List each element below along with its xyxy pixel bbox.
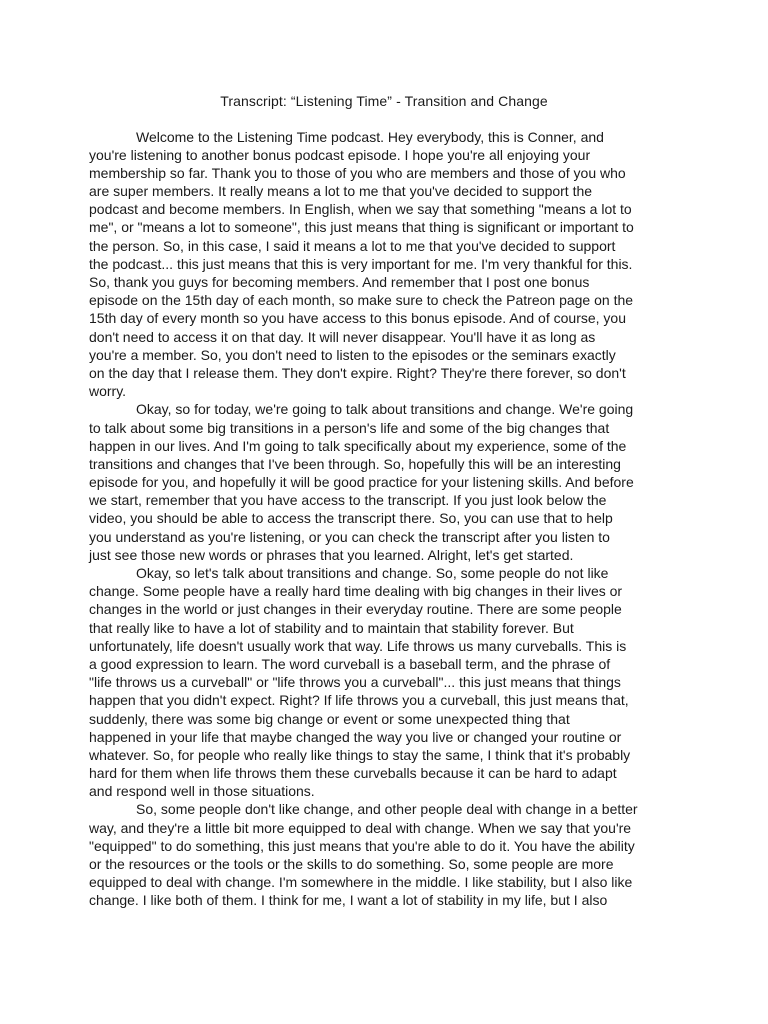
- text-line: you're listening to another bonus podcast episode. I hope you're all enjoying your: [89, 146, 591, 163]
- paragraph: [89, 128, 685, 401]
- text-line: "life throws us a curveball" or "life throws you a curveball"... this just means that things: [89, 674, 621, 691]
- text-line: change. I like both of them. I think for me, I want a lot of stability in my life, but I also: [89, 892, 608, 909]
- text-line: way, and they're a little bit more equipped to deal with change. When we say that you're: [89, 819, 632, 836]
- text-line: "equipped" to do something, this just means that you're able to do it. You have the ability: [89, 837, 635, 854]
- text-line: changes in the world or just changes in their everyday routine. There are some people: [89, 601, 622, 618]
- text-line: a good expression to learn. The word curveball is a baseball term, and the phrase of: [89, 655, 611, 672]
- text-line: transitions and changes that I've been through. So, hopefully this will be an interesting: [89, 455, 621, 472]
- text-line: So, thank you guys for becoming members. And remember that I post one bonus: [89, 274, 590, 290]
- document-body: [89, 128, 685, 910]
- text-line: 15th day of every month so you have access to this bonus episode. And of course, you: [89, 310, 626, 327]
- text-line: or the resources or the tools or the skills to do something. So, some people are more: [89, 856, 614, 872]
- text-line: you understand as you're listening, or you can check the transcript after you listen to: [89, 528, 610, 545]
- text-line: change. Some people have a really hard time dealing with big changes in their lives or: [89, 583, 623, 600]
- text-line: that really like to have a lot of stability and to maintain that stability forever. But: [89, 619, 574, 636]
- text-line: just see those new words or phrases that you learned. Alright, let's get started.: [89, 546, 574, 563]
- text-line: happen in our lives. And I'm going to talk specifically about my experience, some of the: [89, 437, 627, 454]
- text-line: we start, remember that you have access to the transcript. If you just look below the: [89, 492, 607, 509]
- paragraph: [89, 564, 685, 800]
- text-line: hard for them when life throws them these curveballs because it can be hard to adapt: [89, 765, 617, 782]
- text-line: worry.: [89, 383, 127, 400]
- text-line: podcast and become members. In English, when we say that something "means a lot to: [89, 201, 632, 218]
- text-line: happened in your life that maybe changed the way you live or changed your routine or: [89, 728, 622, 745]
- document-title: Transcript: “Listening Time” - Transition and Change: [220, 93, 548, 109]
- text-line: don't need to access it on that day. It will never disappear. You'll have it as long as: [89, 328, 596, 345]
- paragraph: [89, 800, 685, 909]
- text-line: video, you should be able to access the transcript there. So, you can use that to help: [89, 510, 613, 527]
- text-line: whatever. So, for people who really like things to stay the same, I think that it's probably: [89, 746, 631, 763]
- text-line: Okay, so let's talk about transitions and change. So, some people do not like: [136, 565, 609, 581]
- text-line: suddenly, there was some big change or event or some unexpected thing that: [89, 710, 570, 727]
- text-line: me", or "means a lot to someone", this just means that thing is significant or important to: [89, 219, 634, 236]
- text-line: Okay, so for today, we're going to talk about transitions and change. We're going: [136, 401, 634, 418]
- text-line: the person. So, in this case, I said it means a lot to me that you've decided to support: [89, 237, 616, 254]
- text-line: episode on the 15th day of each month, so make sure to check the Patreon page on the: [89, 292, 634, 309]
- text-line: and respond well in those situations.: [89, 783, 315, 800]
- text-line: on the day that I release them. They don't expire. Right? They're there forever, so don't: [89, 364, 626, 381]
- text-line: are super members. It really means a lot to me that you've decided to support the: [89, 183, 593, 200]
- text-line: to talk about some big transitions in a person's life and some of the big changes that: [89, 419, 610, 436]
- text-line: Welcome to the Listening Time podcast. Hey everybody, this is Conner, and: [136, 128, 604, 145]
- text-line: the podcast... this just means that this is very important for me. I'm very thankful for this.: [89, 255, 633, 272]
- paragraph: [89, 400, 685, 564]
- text-line: equipped to deal with change. I'm somewhere in the middle. I like stability, but I also like: [89, 874, 633, 891]
- text-line: membership so far. Thank you to those of you who are members and those of you who: [89, 164, 626, 181]
- text-line: happen that you didn't expect. Right? If life throws you a curveball, this just means that,: [89, 692, 629, 709]
- text-line: unfortunately, life doesn't usually work that way. Life throws us many curveballs. This is: [89, 637, 627, 654]
- text-line: So, some people don't like change, and other people deal with change in a better: [136, 801, 638, 818]
- text-line: episode for you, and hopefully it will be good practice for your listening skills. And before: [89, 474, 634, 491]
- text-line: you're a member. So, you don't need to listen to the episodes or the seminars exactly: [89, 346, 616, 363]
